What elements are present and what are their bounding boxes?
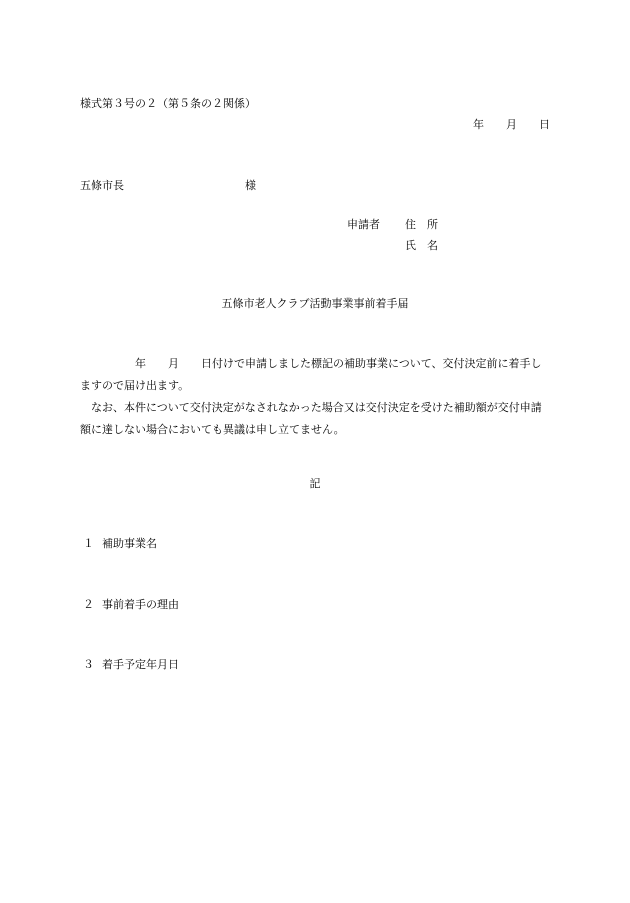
item-1-number: １ <box>83 537 94 550</box>
body-paragraph-2: なお、本件について交付決定がなされなかった場合又は交付決定を受けた補助額が交付申請額に達しない場合においても異議は申し立てません。 <box>80 401 542 436</box>
date-line: 年 月 日 <box>473 118 550 131</box>
item-3-label: 着手予定年月日 <box>102 658 179 671</box>
ki-heading: 記 <box>309 477 321 490</box>
item-2-number: ２ <box>83 598 94 611</box>
item-2-label: 事前着手の理由 <box>102 598 179 611</box>
name-label: 氏 名 <box>405 239 438 252</box>
form-number: 様式第３号の２（第５条の２関係） <box>80 97 256 110</box>
applicant-label: 申請者 <box>347 218 380 231</box>
item-3-number: ３ <box>83 658 94 671</box>
addressee: 五條市長 様 <box>80 179 256 192</box>
address-label: 住 所 <box>405 218 438 231</box>
document-title: 五條市老人クラブ活動事業事前着手届 <box>221 297 409 310</box>
item-1-label: 補助事業名 <box>102 537 157 550</box>
document-body <box>80 353 552 441</box>
body-paragraph-1: 年 月 日付けで申請しました標記の補助事業について、交付決定前に着手しますので届け出ます。 <box>80 357 542 392</box>
